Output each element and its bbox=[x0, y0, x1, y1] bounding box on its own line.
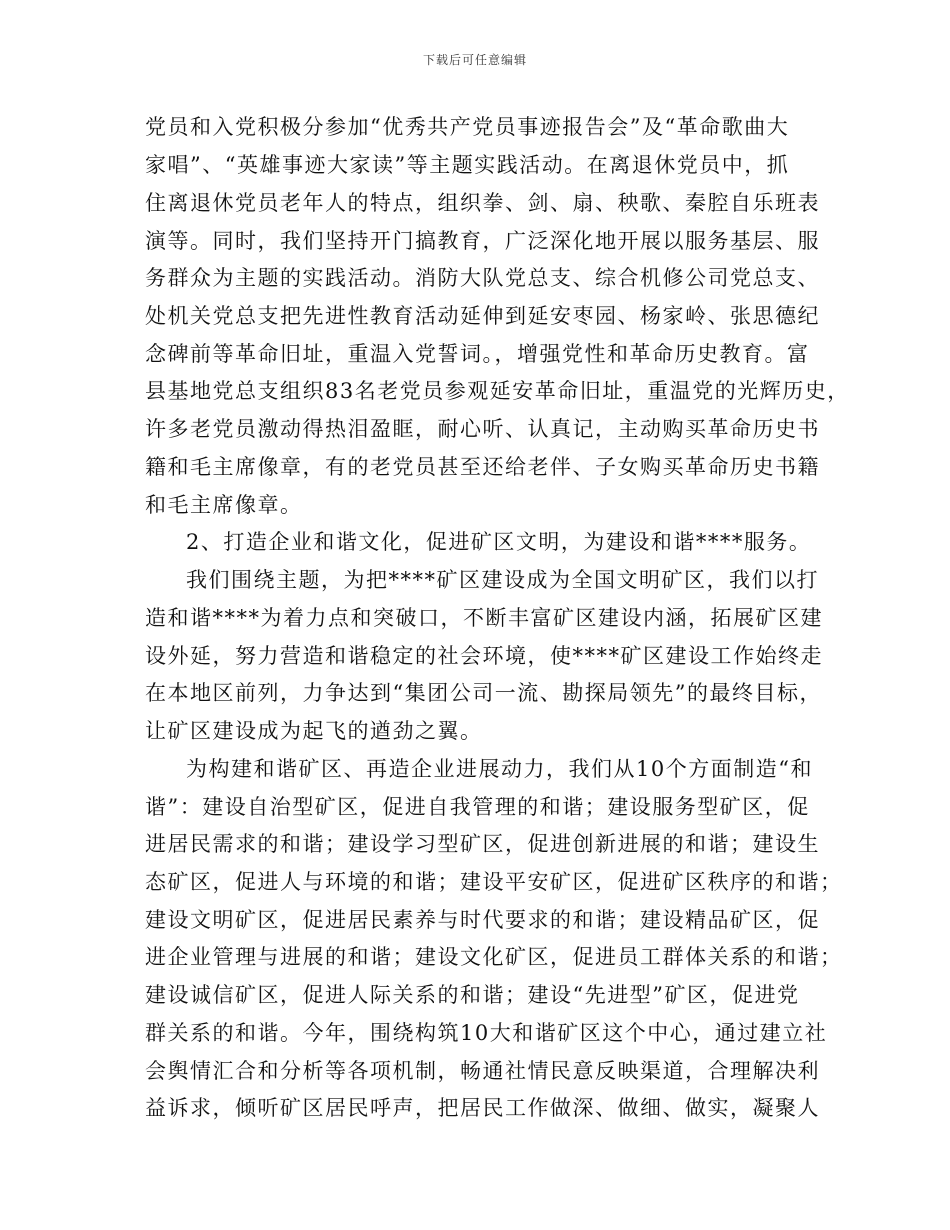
text-line: 演等。同时，我们坚持开门搞教育，广泛深化地开展以服务基层、服 bbox=[145, 229, 820, 253]
text-line: 家唱”、“英雄事迹大家读”等主题实践活动。在离退休党员中，抓 bbox=[145, 153, 790, 177]
text-line: 县基地党总支组织83名老党员参观延安革命旧址，重温党的光辉历史， bbox=[145, 379, 850, 403]
text-line: 念碑前等革命旧址，重温入党誓词。，增强党性和革命历史教育。富 bbox=[145, 342, 810, 366]
text-line: 党员和入党积极分参加“优秀共产党员事迹报告会”及“革命歌曲大 bbox=[145, 115, 790, 139]
text-line: 处机关党总支把先进性教育活动延伸到延安枣园、杨家岭、张思德纪 bbox=[145, 304, 820, 328]
text-line: 建设文明矿区，促进居民素养与时代要求的和谐；建设精品矿区，促 bbox=[145, 908, 820, 932]
text-line: 态矿区，促进人与环境的和谐；建设平安矿区，促进矿区秩序的和谐； bbox=[145, 870, 843, 894]
page-header: 下载后可任意编辑 bbox=[422, 53, 527, 67]
section-heading: 2、打造企业和谐文化，促进矿区文明，为建设和谐****服务。 bbox=[186, 530, 812, 554]
text-line: 和毛主席像章。 bbox=[145, 493, 303, 517]
text-line: 设外延，努力营造和谐稳定的社会环境，使****矿区建设工作始终走 bbox=[145, 644, 823, 668]
text-line: 住离退休党员老年人的特点，组织拳、剑、扇、秧歌、秦腔自乐班表 bbox=[145, 191, 820, 215]
text-line: 让矿区建设成为起飞的遒劲之翼。 bbox=[145, 719, 483, 743]
text-line: 我们围绕主题，为把****矿区建设成为全国文明矿区，我们以打 bbox=[186, 568, 819, 592]
text-line: 在本地区前列，力争达到“集团公司一流、勘探局领先”的最终目标， bbox=[145, 681, 822, 705]
text-line: 造和谐****为着力点和突破口，不断丰富矿区建设内涵，拓展矿区建 bbox=[145, 606, 823, 630]
text-line: 益诉求，倾听矿区居民呼声，把居民工作做深、做细、做实，凝聚人 bbox=[145, 1096, 820, 1120]
text-line: 许多老党员激动得热泪盈眶，耐心听、认真记，主动购买革命历史书 bbox=[145, 417, 820, 441]
text-line: 群关系的和谐。今年，围绕构筑10大和谐矿区这个中心，通过建立社 bbox=[145, 1021, 828, 1045]
text-line: 建设诚信矿区，促进人际关系的和谐；建设“先进型”矿区，促进党 bbox=[145, 983, 800, 1007]
text-line: 为构建和谐矿区、再造企业进展动力，我们从10个方面制造“和 bbox=[186, 757, 813, 781]
text-line: 会舆情汇合和分析等各项机制，畅通社情民意反映渠道，合理解决利 bbox=[145, 1059, 820, 1083]
text-line: 籍和毛主席像章，有的老党员甚至还给老伴、子女购买革命历史书籍 bbox=[145, 455, 820, 479]
text-line: 务群众为主题的实践活动。消防大队党总支、综合机修公司党总支、 bbox=[145, 266, 820, 290]
text-line: 进居民需求的和谐；建设学习型矿区，促进创新进展的和谐；建设生 bbox=[145, 832, 820, 856]
text-line: 谐”：建设自治型矿区，促进自我管理的和谐；建设服务型矿区，促 bbox=[145, 795, 810, 819]
text-line: 进企业管理与进展的和谐；建设文化矿区，促进员工群体关系的和谐； bbox=[145, 945, 843, 969]
